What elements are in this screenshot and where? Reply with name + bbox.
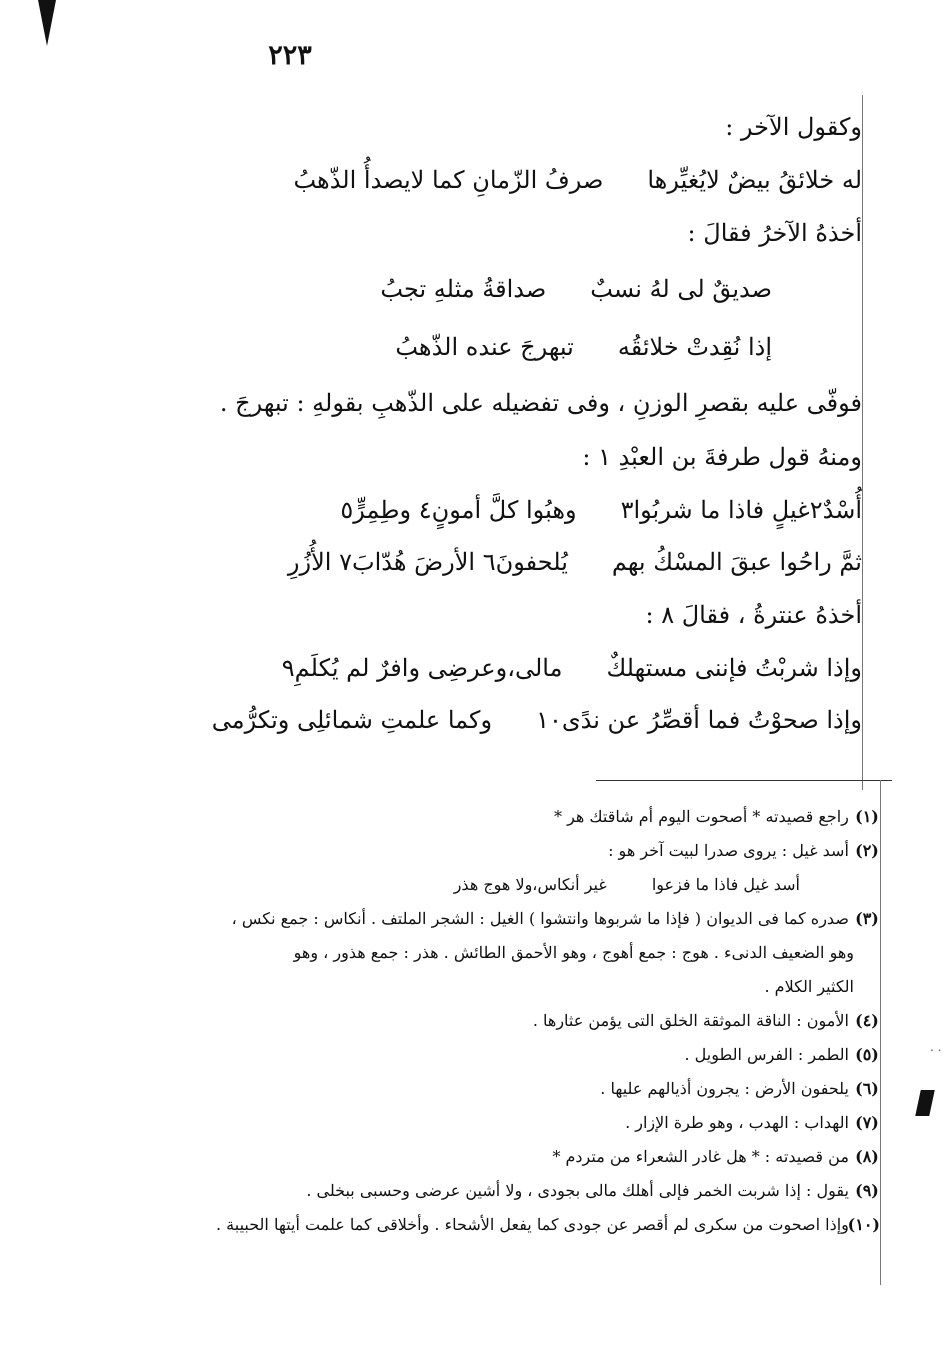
footnote: [120, 902, 880, 936]
footnote-number: (٢): [855, 841, 879, 860]
footnote: [120, 1038, 880, 1072]
verse-first-hemistich: صديقٌ لى لهُ نسبٌ: [590, 275, 772, 303]
footnote-margin-rule: [880, 780, 881, 1285]
verse-second-hemistich: صداقةُ مثلهِ تجبُ: [380, 275, 547, 303]
footnote-number: (١٠): [847, 1215, 880, 1234]
footnote-continuation: الكثير الكلام .: [764, 977, 854, 996]
margin-ink-mark: [915, 1090, 935, 1116]
verse-second-hemistich: يُلحفونَ٦ الأرضَ هُدّابَ٧ الأُزُرِ: [287, 548, 568, 576]
footnote: [120, 1208, 880, 1242]
prose-line: فوفّى عليه بقصرِ الوزنِ ، وفى تفضيله على الذّهبِ بقولهِ : تبهرجَ .: [219, 389, 862, 417]
verse-first-hemistich: وإذا صحوْتُ فما أقصِّرُ عن ندًى١٠: [536, 706, 862, 734]
footnote: [120, 1174, 880, 1208]
verse-second-hemistich: مالى،وعرضِى وافرٌ لم يُكلَمِ٩: [281, 654, 563, 682]
footnote-number: (٥): [855, 1045, 879, 1064]
margin-rule: [862, 95, 863, 790]
margin-dots: . .: [930, 1040, 942, 1054]
prose-line: أخذهُ عنترةُ ، فقالَ ٨ :: [645, 601, 862, 629]
verse-line: [162, 694, 862, 746]
footnote-continuation: وهو الضعيف الدنىء . هوج : جمع أهوج ، وهو الأحمق الطائش . هذر : جمع هذور ، وهو: [293, 943, 854, 962]
footnote-text: راجع قصيدته * أصحوت اليوم أم شاقتك هر *: [553, 807, 849, 826]
prose-line: أخذهُ الآخرُ فقالَ :: [687, 219, 862, 247]
footnote-text: صدره كما فى الديوان ( فإذا ما شربوها وانتشوا ) الغيل : الشجر الملتف . أنكاس : جمع نكس ،: [231, 909, 849, 928]
footnote: [120, 1004, 880, 1038]
verse-first-hemistich: أُسْدٌ٢غيلٍ فاذا ما شربُوا٣: [620, 496, 862, 524]
verse-line: [162, 154, 862, 206]
verse-second-hemistich: وكما علمتِ شمائلِى وتكرُّمى: [211, 706, 493, 734]
footnote: [120, 800, 880, 834]
footnote-number: (٨): [855, 1147, 879, 1166]
prose-line: ومنهُ قول طرفةَ بن العبْدِ ١ :: [582, 443, 862, 471]
footnote-text: الأمون : الناقة الموثقة الخلق التى يؤمن عثارها .: [532, 1011, 849, 1030]
verse-line: [162, 642, 862, 694]
footnote-number: (٧): [855, 1113, 879, 1132]
footnote: [120, 1140, 880, 1174]
verse-first-hemistich: وإذا شربْتُ فإننى مستهلكٌ: [606, 654, 862, 682]
footnote-number: (٣): [855, 909, 879, 928]
main-text: [162, 100, 862, 746]
verse-second-hemistich: وهبُوا كلَّ أمونٍ٤ وطِمِرٍّ٥: [340, 496, 577, 524]
footnotes: [120, 800, 880, 1242]
footnote-text: الطمر : الفرس الطويل .: [684, 1045, 849, 1064]
page-number: ٢٢٣: [268, 40, 312, 71]
footnote-number: (٦): [855, 1079, 879, 1098]
verse-second-hemistich: صرفُ الزّمانِ كما لايصدأُ الذّهبُ: [293, 166, 604, 194]
verse-line: [162, 536, 862, 588]
footnote-number: (٩): [855, 1181, 879, 1200]
footnote-text: الهداب : الهدب ، وهو طرة الإزار .: [625, 1113, 849, 1132]
verse-first-hemistich: إذا نُقِدتْ خلائقُه: [617, 333, 772, 361]
footnote-text: وإذا اصحوت من سكرى لم أقصر عن جودى كما يفعل الأشحاء . وأخلاقى كما علمت أيتها الحبيبة .: [215, 1215, 849, 1234]
verse-first-hemistich: ثمَّ راحُوا عبقَ المسْكُ بهم: [611, 548, 862, 576]
verse-first-hemistich: له خلائقُ بيضٌ لايُغيِّرها: [647, 166, 862, 194]
footnote-text: يقول : إذا شربت الخمر فإلى أهلك مالى بجودى ، ولا أشين عرضى وحسبى ببخلى .: [306, 1181, 849, 1200]
footnote-number: (٤): [855, 1011, 879, 1030]
verse-line: [162, 260, 862, 318]
verse-first-hemistich: أسد غيل فاذا ما فزعوا: [651, 875, 800, 894]
footnote-verse: [120, 868, 880, 902]
footnote-separator: [596, 780, 892, 781]
footnote-text: أسد غيل : يروى صدرا لبيت آخر هو :: [608, 841, 849, 860]
verse-line: [162, 484, 862, 536]
verse-line: [162, 318, 862, 376]
prose-line: وكقول الآخر :: [725, 113, 862, 141]
verse-second-hemistich: تبهرجَ عنده الذّهبُ: [395, 333, 574, 361]
footnote: [120, 1072, 880, 1106]
footnote-text: يلحفون الأرض : يجرون أذيالهم عليها .: [600, 1079, 849, 1098]
footnote: [120, 834, 880, 868]
footnote-text: من قصيدته : * هل غادر الشعراء من متردم *: [552, 1147, 849, 1166]
footnote-number: (١): [855, 807, 879, 826]
verse-second-hemistich: غير أنكاس،ولا هوج هذر: [453, 875, 607, 894]
footnote: [120, 1106, 880, 1140]
